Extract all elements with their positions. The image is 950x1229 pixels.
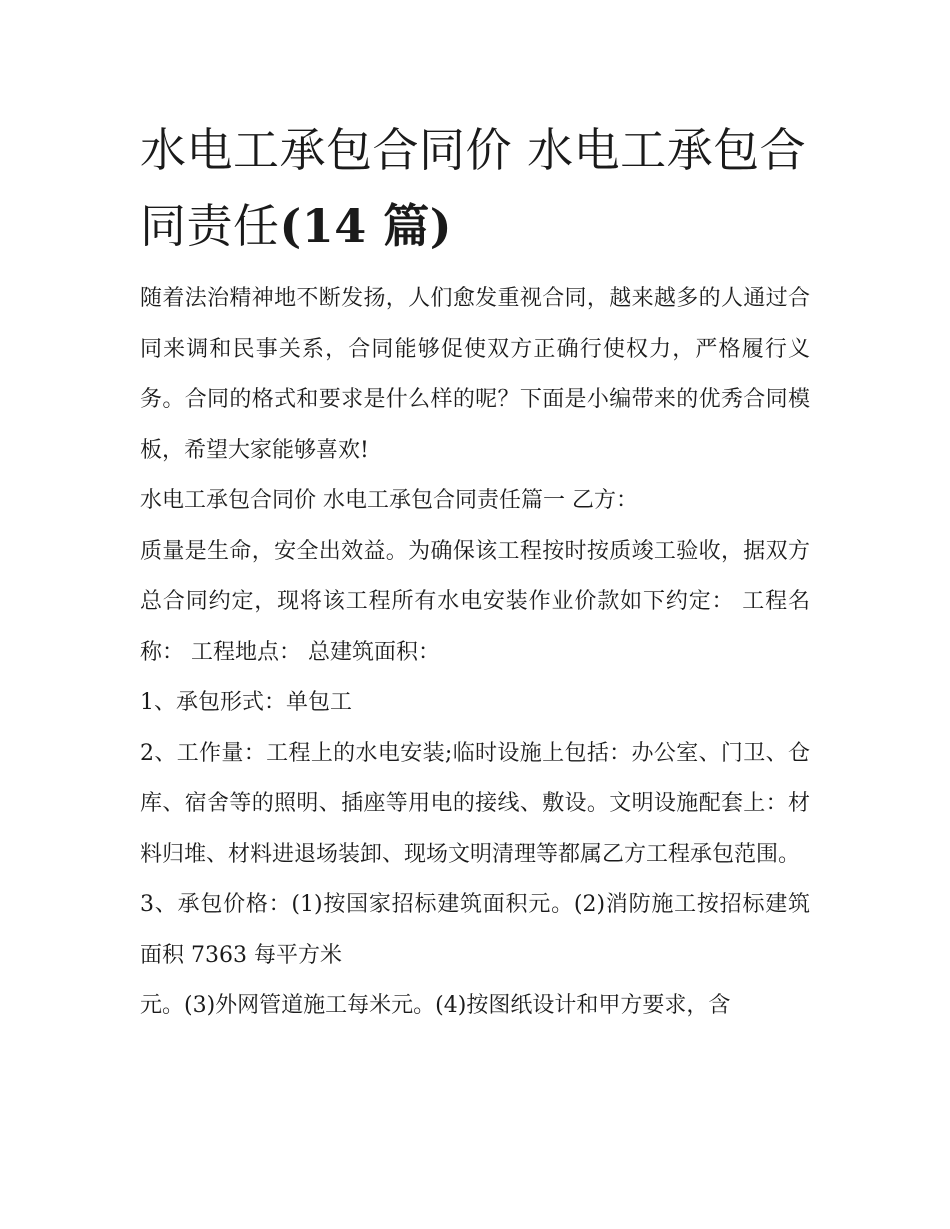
document-body	[140, 112, 810, 1032]
clause-price: 3、承包价格：(1)按国家招标建筑面积元。(2)消防施工按招标建筑面积 7363 每平方米	[140, 892, 810, 968]
intro-paragraph: 随着法治精神地不断发扬，人们愈发重视合同，越来越多的人通过合同来调和民事关系，合同能够促使双方正确行使权力，严格履行义务。合同的格式和要求是什么样的呢？下面是小编带来的优秀合同模板，希望大家能够喜欢!	[140, 286, 810, 463]
title-count: (14 篇)	[279, 199, 453, 253]
title-main: 水电工承包合同价 水电工承包合同责任	[140, 123, 807, 253]
document-title	[140, 112, 810, 264]
clause-workload: 2、工作量：工程上的水电安装;临时设施上包括：办公室、门卫、仓库、宿舍等的照明、插座等用电的接线、敷设。文明设施配套上：材料归堆、材料进退场装卸、现场文明清理等都属乙方工程承包范围。	[140, 740, 810, 867]
clause-contract-form: 1、承包形式：单包工	[140, 690, 352, 715]
section-heading: 水电工承包合同价 水电工承包合同责任篇一 乙方：	[140, 488, 638, 513]
clause-price-continued: 元。(3)外网管道施工每米元。(4)按图纸设计和甲方要求，含	[140, 993, 731, 1018]
agreement-paragraph: 质量是生命，安全出效益。为确保该工程按时按质竣工验收，据双方总合同约定，现将该工程所有水电安装作业价款如下约定： 工程名称： 工程地点： 总建筑面积：	[140, 538, 810, 665]
